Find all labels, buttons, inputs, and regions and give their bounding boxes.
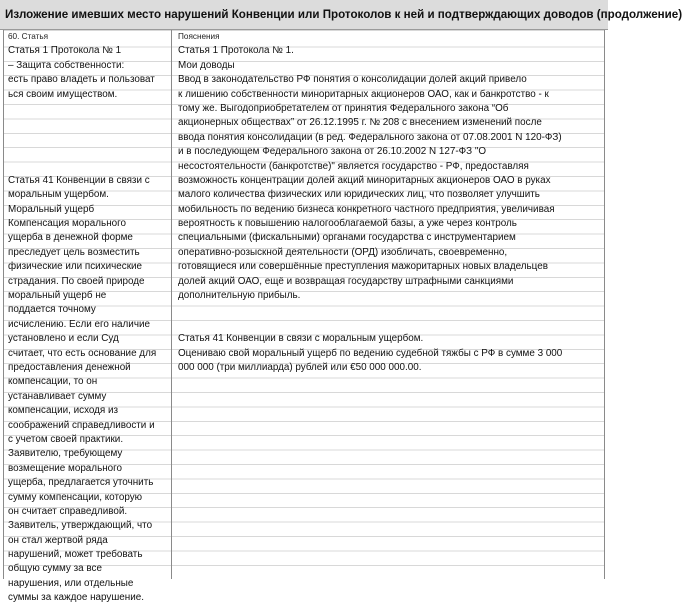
column-divider — [171, 30, 172, 579]
article-text-line: страдания. По своей природе — [8, 275, 145, 287]
explanation-text-line: оперативно-розыскной деятельности (ОРД) изобличать, своевременно, — [178, 246, 508, 258]
explanation-text-line: Ввод в законодательство РФ понятия о консолидации долей акций привело — [178, 74, 527, 86]
spacer — [178, 303, 602, 317]
explanation-text-line: к лишению собственности миноритарных акционеров ОАО, как и банкротство - к — [178, 88, 549, 100]
article-text-line: установлено и если Суд — [8, 333, 119, 345]
explanation-text-line: Статья 41 Конвенции в связи с моральным ущербом. — [178, 333, 424, 345]
explanation-text-line: специальными (фискальными) органами государства с инструментарием — [178, 232, 516, 244]
article-text-line: считает, что есть основание для — [8, 347, 157, 359]
explanation-text-line: долей акций ОАО, ещё и возвращая государству штрафными санкциями — [178, 275, 514, 287]
article-text-line: он считает справедливой. — [8, 505, 128, 517]
article-text-line: Статья 41 Конвенции в связи с — [8, 174, 150, 186]
article-text-line: исчислению. Если его наличие — [8, 318, 150, 330]
article-text-line: ущерба в денежной форме — [8, 232, 133, 244]
spacer — [8, 102, 168, 116]
explanation-column-header: Пояснения — [178, 32, 220, 41]
article-text-line: компенсации, то он — [8, 376, 98, 388]
article-text-line: нарушений, может требовать — [8, 549, 143, 561]
explanation-text-line: 000 000 (три миллиарда) рублей или €50 000 000.00. — [178, 361, 422, 373]
explanation-table — [3, 30, 605, 604]
article-text-line: возмещение морального — [8, 462, 123, 474]
article-text-line: преследует цель возместить — [8, 246, 140, 258]
article-column-header: 60. Статья — [8, 32, 49, 41]
article-text-line: устанавливает сумму — [8, 390, 107, 402]
article-text-line: моральным ущербом. — [8, 189, 109, 201]
explanation-text-line: мобильность по ведению бизнеса конкретного частного предприятия, увеличивая — [178, 203, 555, 215]
article-text-line: с учетом своей практики. — [8, 433, 124, 445]
article-text-line: компенсации, исходя из — [8, 405, 119, 417]
explanation-column — [178, 30, 602, 375]
article-text-line: Компенсация морального — [8, 218, 127, 230]
article-text-line: Заявителю, требующему — [8, 448, 123, 460]
article-text-line: предоставления денежной — [8, 361, 131, 373]
explanation-text-line: акционерных обществах” от 26.12.1995 г. № 208 с внесением изменений после — [178, 117, 542, 129]
explanation-text-line: Статья 1 Протокола № 1. — [178, 45, 294, 57]
article-text-line: физические или психические — [8, 261, 143, 273]
explanation-text-line: возможность концентрации долей акций миноритарных акционеров ОАО в руках — [178, 174, 551, 186]
article-block-convention — [8, 174, 168, 606]
article-text-line: общую сумму за все — [8, 563, 102, 575]
explanation-text-line: вероятность к повышению налогооблагаемой базы, а уже через контроль — [178, 218, 517, 230]
article-text-line: соображений справедливости и — [8, 419, 155, 431]
article-text-line: – Защита собственности: — [8, 59, 125, 71]
spacer — [178, 318, 602, 332]
explanation-block-protocol — [178, 44, 602, 303]
article-text-line: ущерба, предлагается уточнить — [8, 477, 154, 489]
article-text-line: Заявитель, утверждающий, что — [8, 520, 153, 532]
explanation-text-line: тому же. Выгодоприобретателем от принятия Федерального закона “Об — [178, 102, 509, 114]
page-header: Изложение имевших место нарушений Конвенции или Протоколов к ней и подтверждающих доводов (продолжение) — [0, 0, 608, 30]
article-text-line: он стал жертвой ряда — [8, 534, 108, 546]
spacer — [8, 116, 168, 130]
article-text-line: сумму компенсации, которую — [8, 491, 143, 503]
article-text-line: есть право владеть и пользоват — [8, 74, 155, 86]
article-text-line: Статья 1 Протокола № 1 — [8, 45, 122, 57]
article-text-line: Моральный ущерб — [8, 203, 95, 215]
explanation-block-convention — [178, 332, 602, 375]
article-text-line: поддается точному — [8, 304, 96, 316]
article-column — [8, 30, 168, 606]
explanation-text-line: Оцениваю свой моральный ущерб по ведению судебной тяжбы с РФ в сумме 3 000 — [178, 347, 563, 359]
spacer — [8, 160, 168, 174]
article-block-protocol — [8, 44, 168, 102]
explanation-text-line: Мои доводы — [178, 59, 235, 71]
explanation-text-line: дополнительную прибыль. — [178, 290, 301, 302]
explanation-text-line: и в последующем Федерального закона от 26.10.2002 N 127-ФЗ "О — [178, 146, 487, 158]
explanation-text-line: несостоятельности (банкротстве)" является государство - РФ, предоставляя — [178, 160, 529, 172]
explanation-text-line: готовящиеся или совершённые преступления мажоритарных новых владельцев — [178, 261, 548, 273]
article-text-line: суммы за каждое нарушение. — [8, 592, 144, 604]
explanation-text-line: ввода понятия консолидации (в ред. Федерального закона от 07.08.2001 N 120-ФЗ) — [178, 131, 562, 143]
spacer — [8, 131, 168, 145]
article-text-line: ься своим имуществом. — [8, 88, 118, 100]
explanation-text-line: малого количества физических или юридических лиц, что позволяет улучшить — [178, 189, 540, 201]
spacer — [8, 145, 168, 159]
article-text-line: нарушения, или отдельные — [8, 577, 134, 589]
article-text-line: моральный ущерб не — [8, 290, 107, 302]
